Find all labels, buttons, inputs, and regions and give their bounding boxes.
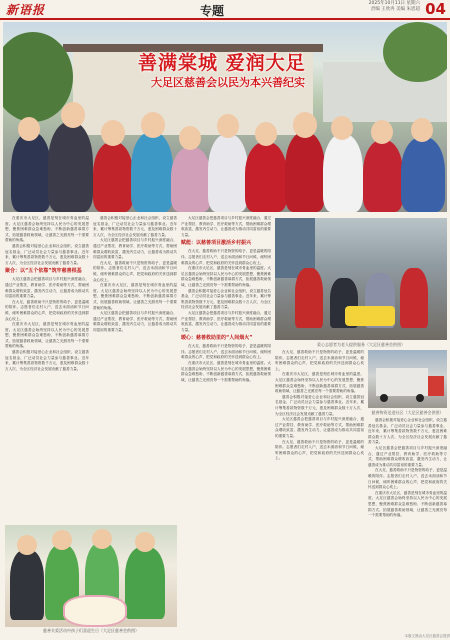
child-face bbox=[331, 116, 353, 140]
child-figure bbox=[285, 132, 325, 212]
paragraph: 在重庆市大足区，慈善是刻在城市骨血里的温度。大足区慈善会始终坚持以人民为中心的发展思想，聚焦困难群众急难愁盼，不断创新慈善募捐方式，拓展慈善救助领域，让慈善之光照亮每一个需要帮助的角落。 bbox=[275, 372, 364, 394]
article-column-4 bbox=[275, 350, 364, 634]
volunteer-figure bbox=[400, 268, 428, 328]
article-column-3 bbox=[181, 216, 271, 634]
article-column-2 bbox=[93, 216, 177, 521]
child-face bbox=[101, 120, 125, 146]
photo-caption: 慈善物资送进社区（大足区慈善会供图） bbox=[371, 410, 444, 415]
paragraph: 慈善会积极对接爱心企业和社会组织，设立慈善冠名基金，广泛动员社会力量参与慈善事业。近年来，累计筹集善款物资数千万元，惠及困难群众数十万人次，为全区经济社会发展贡献了慈善力量。 bbox=[275, 394, 364, 416]
child-figure bbox=[131, 132, 173, 212]
community-photo bbox=[368, 350, 447, 408]
paragraph: 在大足，慈善救助不只是物资的给予，更是温暖的陪伴。志愿者们走村入户，送去米面油和节日问候，倾听困难群众的心声，把党和政府的关怀送到群众心坎上。 bbox=[181, 344, 271, 360]
child-face bbox=[61, 102, 85, 128]
child-figure bbox=[208, 134, 248, 212]
tree-right bbox=[383, 22, 447, 82]
subheading-three: 暖心：慈善救助里的“人间烟火” bbox=[181, 335, 253, 342]
paragraph: 慈善会积极对接爱心企业和社会组织，设立慈善冠名基金，广泛动员社会力量参与慈善事业。近年来，累计筹集善款物资数千万元，惠及困难群众数十万人次，为全区经济社会发展贡献了慈善力量。 bbox=[181, 288, 271, 310]
child-figure bbox=[11, 132, 51, 212]
issue-meta bbox=[330, 1, 420, 13]
subheadline: 大足区慈善会以民为本兴善纪实 bbox=[151, 76, 305, 89]
child-face bbox=[293, 112, 317, 138]
paragraph: 在重庆市大足区，慈善是刻在城市骨血里的温度。大足区慈善会始终坚持以人民为中心的发展思想，聚焦困难群众急难愁盼，不断创新慈善募捐方式，拓展慈善救助领域，让慈善之光照亮每一个需要帮助的角落。 bbox=[181, 266, 271, 287]
child-face bbox=[18, 117, 40, 141]
child-face bbox=[135, 532, 155, 552]
child-figure bbox=[93, 142, 133, 212]
paragraph: 在重庆市大足区，慈善是刻在城市骨血里的温度。大足区慈善会始终坚持以人民为中心的发展思想，聚焦困难群众急难愁盼，不断创新慈善募捐方式，拓展慈善救助领域，让慈善之光照亮每一个需要帮助的角落。 bbox=[181, 361, 271, 382]
headline: 善满棠城 爱润大足 bbox=[138, 52, 306, 74]
child-face bbox=[52, 530, 72, 550]
masthead: 新语报 bbox=[6, 3, 46, 17]
paragraph: 大足区慈善会把慈善项目与乡村振兴深度融合，通过产业帮扶、教育助学、医疗救助等方式，帮助困难群众增收致富，激发内生动力，让慈善成为推动共同富裕的重要力量。 bbox=[275, 417, 364, 438]
child-figure bbox=[401, 137, 445, 212]
editor-credit: 责编 王欣冉 美编 朱恩超 bbox=[370, 7, 420, 12]
subheading-two: 赋能：以慈善项目激活乡村振兴 bbox=[181, 240, 252, 247]
paragraph: 在大足，慈善救助不只是物资的给予，更是温暖的陪伴。志愿者们走村入户，送去米面油和节日问候，倾听困难群众的心声，把党和政府的关怀送到群众心坎上。 bbox=[181, 249, 271, 265]
child-face bbox=[255, 122, 277, 146]
paragraph: 在大足，慈善救助不只是物资的给予，更是温暖的陪伴。志愿者们走村入户，送去米面油和节日问候，倾听困难群众的心声，把党和政府的关怀送到群众心坎上。 bbox=[275, 350, 364, 371]
hero-photo bbox=[3, 22, 447, 212]
page-number: 04 bbox=[425, 0, 446, 18]
child-face bbox=[411, 118, 433, 142]
child-face bbox=[141, 112, 165, 138]
truck-wheel bbox=[380, 394, 388, 402]
paragraph: 慈善会积极对接爱心企业和社会组织，设立慈善冠名基金，广泛动员社会力量参与慈善事业。近年来，累计筹集善款物资数千万元，惠及困难群众数十万人次，为全区经济社会发展贡献了慈善力量。 bbox=[5, 243, 89, 265]
page-header bbox=[0, 0, 450, 18]
paragraph: 大足区慈善会把慈善项目与乡村振兴深度融合，通过产业帮扶、教育助学、医疗救助等方式，帮助困难群众增收致富，激发内生动力，让慈善成为推动共同富裕的重要力量。 bbox=[368, 445, 447, 467]
paragraph: 大足区慈善会把慈善项目与乡村振兴深度融合，通过产业帮扶、教育助学、医疗救助等方式，帮助困难群众增收致富，激发内生动力，让慈善成为推动共同富裕的重要力量。 bbox=[181, 216, 271, 237]
volunteer-figure bbox=[295, 268, 323, 328]
paragraph: 大足区慈善会把慈善项目与乡村振兴深度融合，通过产业帮扶、教育助学、医疗救助等方式，帮助困难群众增收致富，激发内生动力，让慈善成为推动共同富裕的重要力量。 bbox=[93, 238, 177, 260]
child-face bbox=[371, 120, 393, 144]
issue-date: 2025年10月11日 星期六 bbox=[368, 1, 420, 6]
paragraph: 在重庆市大足区，慈善是刻在城市骨血里的温度。大足区慈善会始终坚持以人民为中心的发展思想，聚焦困难群众急难愁盼，不断创新慈善募捐方式，拓展慈善救助领域，让慈善之光照亮每一个需要帮助的角落。 bbox=[5, 322, 89, 349]
paragraph: 大足区慈善会把慈善项目与乡村振兴深度融合，通过产业帮扶、教育助学、医疗救助等方式，帮助困难群众增收致富，激发内生动力，让慈善成为推动共同富裕的重要力量。 bbox=[93, 311, 177, 332]
truck-body bbox=[376, 368, 428, 396]
volunteer-photo bbox=[275, 218, 447, 340]
paragraph: 慈善会积极对接爱心企业和社会组织，设立慈善冠名基金，广泛动员社会力量参与慈善事业。近年来，累计筹集善款物资数千万元，惠及困难群众数十万人次，为全区经济社会发展贡献了慈善力量。 bbox=[93, 216, 177, 237]
page-footer: 本版文图由大足区慈善会提供 bbox=[404, 634, 450, 638]
paragraph: 在重庆市大足区，慈善是刻在城市骨血里的温度。大足区慈善会始终坚持以人民为中心的发展思想，聚焦困难群众急难愁盼，不断创新慈善募捐方式，拓展慈善救助领域，让慈善之光照亮每一个需要帮助的角落。 bbox=[5, 216, 89, 243]
gift-basket bbox=[345, 306, 395, 326]
paragraph: 大足区慈善会把慈善项目与乡村振兴深度融合，通过产业帮扶、教育助学、医疗救助等方式，帮助困难群众增收致富，激发内生动力，让慈善成为推动共同富裕的重要力量。 bbox=[5, 277, 89, 299]
paragraph: 大足区慈善会把慈善项目与乡村振兴深度融合，通过产业帮扶、教育助学、医疗救助等方式，帮助困难群众增收致富，激发内生动力，让慈善成为推动共同富裕的重要力量。 bbox=[181, 310, 271, 332]
truck-wheel bbox=[416, 394, 424, 402]
child-figure bbox=[245, 142, 287, 212]
paragraph: 慈善会积极对接爱心企业和社会组织，设立慈善冠名基金，广泛动员社会力量参与慈善事业。近年来，累计筹集善款物资数千万元，惠及困难群众数十万人次，为全区经济社会发展贡献了慈善力量。 bbox=[5, 350, 89, 371]
paragraph: 在重庆市大足区，慈善是刻在城市骨血里的温度。大足区慈善会始终坚持以人民为中心的发展思想，聚焦困难群众急难愁盼，不断创新慈善募捐方式，拓展慈善救助领域，让慈善之光照亮每一个需要帮助的角落。 bbox=[368, 490, 447, 518]
truck-cab bbox=[428, 376, 444, 396]
photo-caption: 慈善关爱活动中孩子们喜迎生日（大足区慈善会供图） bbox=[43, 628, 139, 633]
child-figure bbox=[48, 122, 93, 212]
header-rule bbox=[0, 18, 450, 20]
paragraph: 在大足，慈善救助不只是物资的给予，更是温暖的陪伴。志愿者们走村入户，送去米面油和节日问候，倾听困难群众的心声，把党和政府的关怀送到群众心坎上。 bbox=[5, 299, 89, 321]
child-figure bbox=[171, 147, 211, 212]
article-column-5 bbox=[368, 418, 447, 634]
child-figure bbox=[125, 547, 165, 619]
paragraph: 在大足，慈善救助不只是物资的给予，更是温暖的陪伴。志愿者们走村入户，送去米面油和节日问候，倾听困难群众的心声，把党和政府的关怀送到群众心坎上。 bbox=[93, 260, 177, 282]
paragraph: 在重庆市大足区，慈善是刻在城市骨血里的温度。大足区慈善会始终坚持以人民为中心的发展思想，聚焦困难群众急难愁盼，不断创新慈善募捐方式，拓展慈善救助领域，让慈善之光照亮每一个需要帮助的角落。 bbox=[93, 283, 177, 310]
child-face bbox=[179, 126, 201, 150]
child-face bbox=[17, 535, 37, 555]
child-figure bbox=[10, 550, 44, 620]
subheading-one: 聚合：以“五个依靠”筑牢慈善根基 bbox=[5, 268, 82, 275]
birthday-photo bbox=[5, 525, 177, 627]
child-figure bbox=[363, 140, 403, 212]
paragraph: 慈善会积极对接爱心企业和社会组织，设立慈善冠名基金，广泛动员社会力量参与慈善事业。近年来，累计筹集善款物资数千万元，惠及困难群众数十万人次，为全区经济社会发展贡献了慈善力量。 bbox=[368, 418, 447, 445]
paragraph: 在大足，慈善救助不只是物资的给予，更是温暖的陪伴。志愿者们走村入户，送去米面油和节日问候，倾听困难群众的心声，把党和政府的关怀送到群众心坎上。 bbox=[368, 468, 447, 490]
child-face bbox=[92, 529, 112, 549]
photo-caption: 爱心志愿者为老人提供服务（大足区慈善会供图） bbox=[317, 342, 405, 347]
child-face bbox=[217, 114, 239, 138]
section-title: 专题 bbox=[200, 4, 225, 18]
birthday-cake bbox=[63, 595, 127, 627]
paragraph: 在大足，慈善救助不只是物资的给予，更是温暖的陪伴。志愿者们走村入户，送去米面油和节日问候，倾听困难群众的心声，把党和政府的关怀送到群众心坎上。 bbox=[275, 439, 364, 461]
child-figure bbox=[323, 134, 363, 212]
